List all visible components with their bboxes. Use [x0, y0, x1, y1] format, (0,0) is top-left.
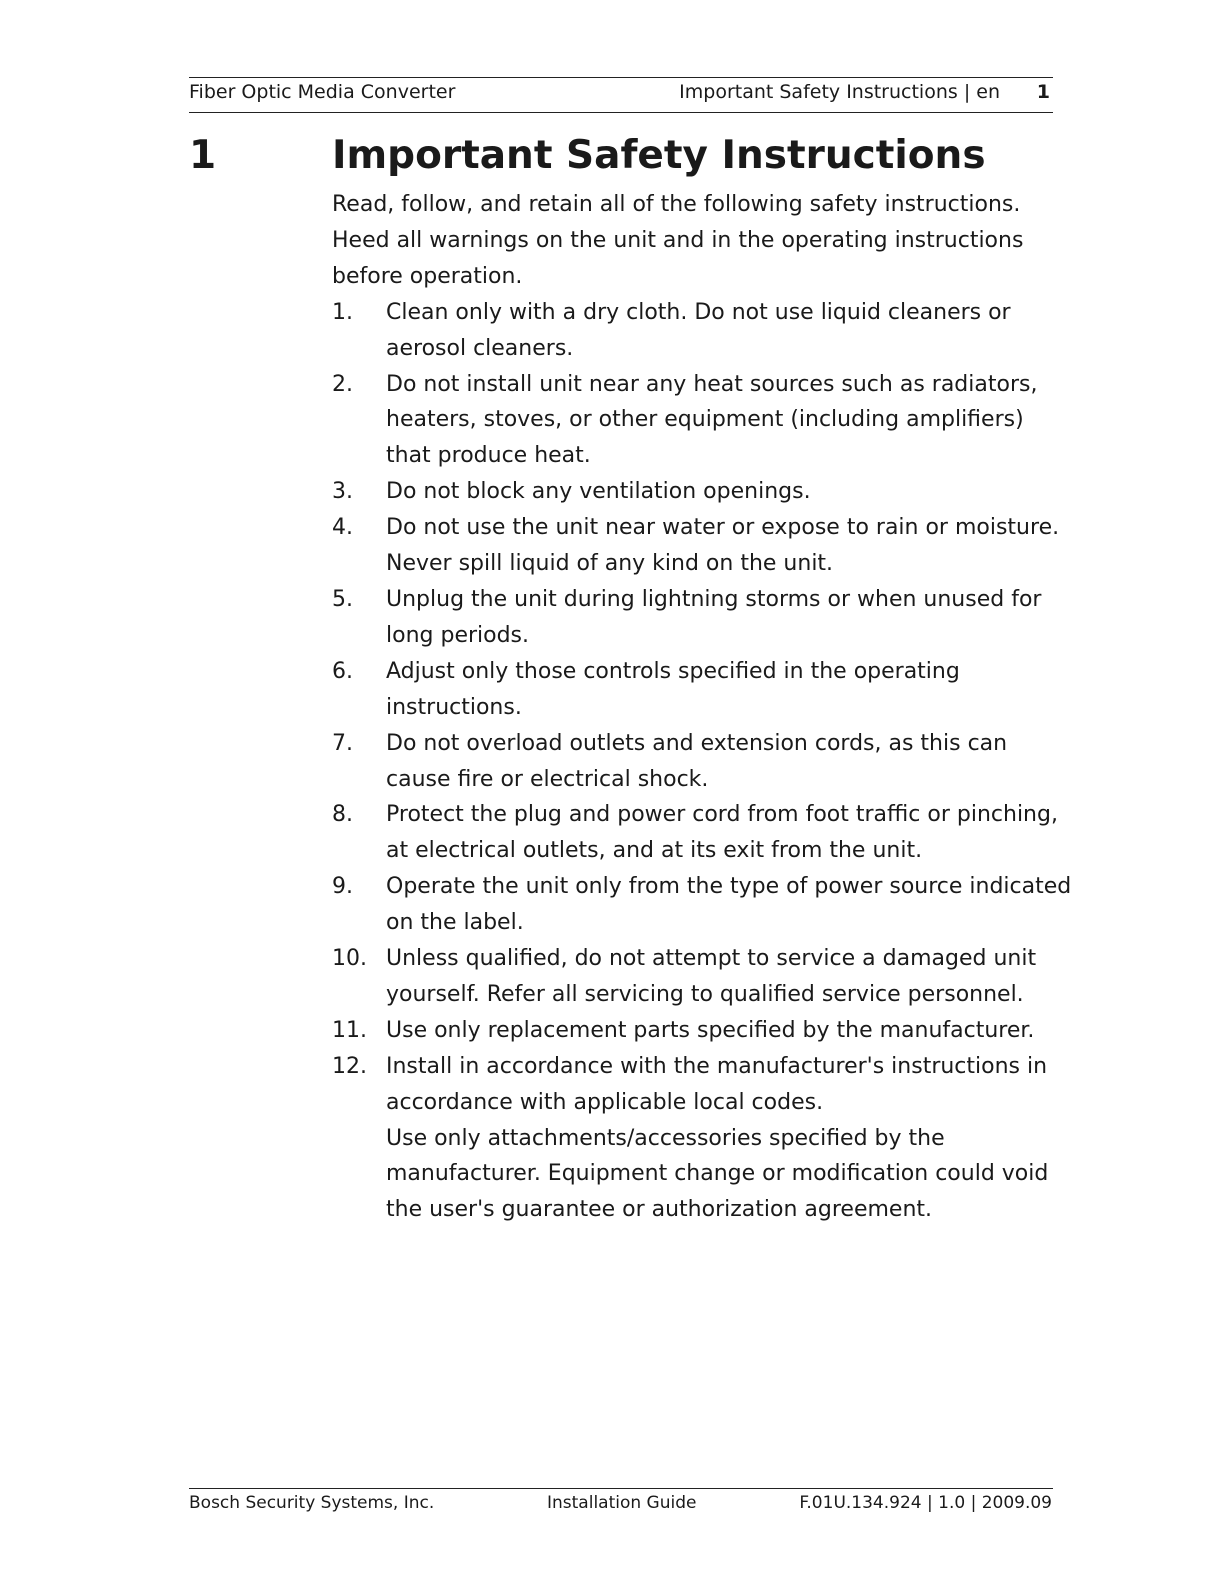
page-header: [189, 77, 1053, 113]
footer-document-type: Installation Guide: [547, 1493, 697, 1513]
instruction-item: [332, 582, 1072, 654]
intro-paragraph: Read, follow, and retain all of the following safety instructions. Heed all warnings on the unit and in the operating instructions before operation.: [332, 192, 1024, 289]
instruction-item: [332, 797, 1072, 869]
instruction-text: Use only replacement parts specified by the manufacturer.: [386, 1017, 1035, 1043]
instruction-item: [332, 726, 1072, 798]
instruction-number: 4.: [332, 515, 353, 541]
instruction-item: [332, 510, 1072, 582]
header-section-title: Important Safety Instructions | en: [679, 81, 1000, 103]
instruction-item: [332, 1049, 1072, 1229]
instruction-number: 3.: [332, 479, 353, 505]
instruction-text: Do not block any ventilation openings.: [386, 479, 811, 505]
instruction-number: 2.: [332, 371, 353, 397]
instruction-number: 11.: [332, 1017, 367, 1043]
chapter-number: 1: [189, 133, 217, 178]
footer-document-id: F.01U.134.924 | 1.0 | 2009.09: [799, 1493, 1052, 1513]
instruction-text: Clean only with a dry cloth. Do not use liquid cleaners or aerosol cleaners.: [386, 299, 1011, 361]
header-page-number: 1: [1036, 81, 1050, 103]
instruction-number: 9.: [332, 874, 353, 900]
instruction-text: Install in accordance with the manufacturer's instructions in accordance with applicable local codes.: [386, 1053, 1048, 1115]
instruction-number: 1.: [332, 299, 353, 325]
instruction-text: Do not use the unit near water or expose to rain or moisture. Never spill liquid of any kind on the unit.: [386, 515, 1060, 577]
instruction-item: [332, 474, 1072, 510]
instruction-item: [332, 1013, 1072, 1049]
footer-company: Bosch Security Systems, Inc.: [189, 1493, 435, 1513]
instruction-number: 6.: [332, 658, 353, 684]
main-content: [332, 187, 1072, 1228]
instruction-text: Unless qualified, do not attempt to service a damaged unit yourself. Refer all servicing to qualified service personnel.: [386, 946, 1037, 1007]
safety-instructions-list: [332, 295, 1072, 1229]
instruction-number: 10.: [332, 946, 367, 972]
instruction-number: 12.: [332, 1053, 367, 1079]
instruction-extra-text: Use only attachments/accessories specified by the manufacturer. Equipment change or modification could void the user's guarantee or authorization agreement.: [386, 1125, 1049, 1223]
header-product-name: Fiber Optic Media Converter: [189, 81, 456, 103]
instruction-text: Do not overload outlets and extension cords, as this can cause fire or electrical shock.: [386, 730, 1008, 792]
chapter-title: Important Safety Instructions: [332, 133, 986, 178]
instruction-item: [332, 295, 1072, 367]
instruction-text: Operate the unit only from the type of power source indicated on the label.: [386, 874, 1072, 936]
instruction-item: [332, 941, 1072, 1013]
instruction-text: Do not install unit near any heat sources such as radiators, heaters, stoves, or other equipment (including amplifiers) that produce heat.: [386, 371, 1038, 469]
instruction-item: [332, 869, 1072, 941]
instruction-number: 5.: [332, 586, 353, 612]
instruction-item: [332, 654, 1072, 726]
instruction-number: 8.: [332, 802, 353, 828]
instruction-number: 7.: [332, 730, 353, 756]
instruction-text: Unplug the unit during lightning storms or when unused for long periods.: [386, 586, 1042, 648]
instruction-text: Protect the plug and power cord from foot traffic or pinching, at electrical outlets, and at its exit from the unit.: [386, 802, 1058, 864]
instruction-item: [332, 367, 1072, 475]
page-footer: [189, 1488, 1053, 1518]
instruction-text: Adjust only those controls specified in the operating instructions.: [386, 658, 960, 720]
